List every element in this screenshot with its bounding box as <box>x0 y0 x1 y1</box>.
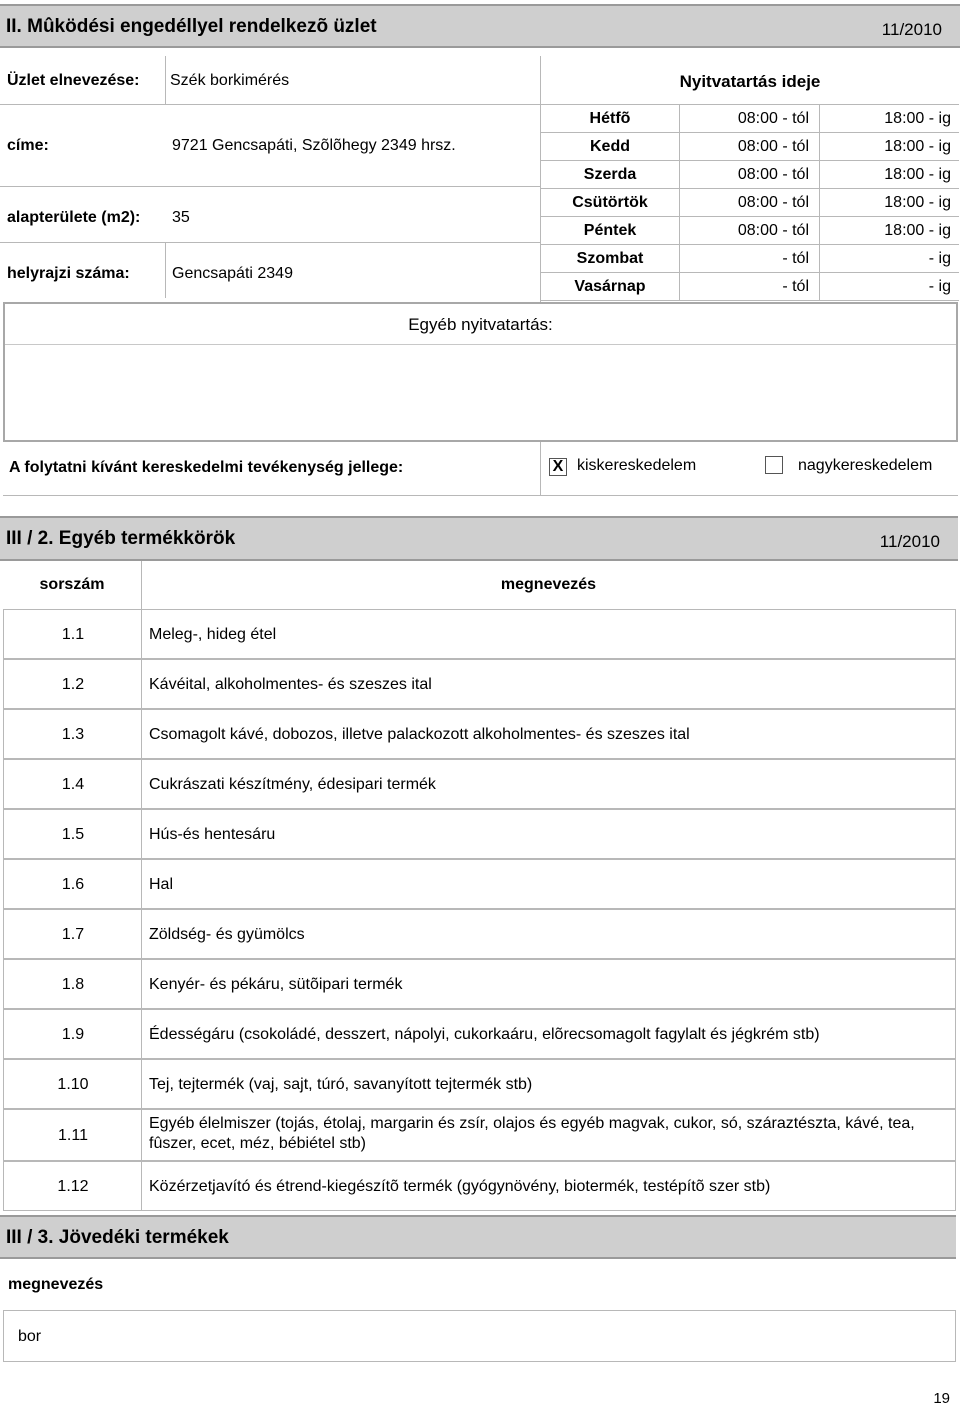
row-name: Kenyér- és pékáru, sütõipari termék <box>149 976 403 993</box>
day-from: 08:00 - tól <box>737 194 809 211</box>
shop-name-label: Üzlet elnevezése: <box>7 72 140 89</box>
day-label: Szombat <box>576 250 644 267</box>
section-header <box>0 516 958 561</box>
row-name: Kávéital, alkoholmentes- és szeszes ital <box>149 676 432 693</box>
section-title: III / 2. Egyéb termékkörök <box>6 528 236 549</box>
excise-item: bor <box>18 1328 42 1345</box>
table-row <box>3 1109 956 1161</box>
shop-name-value: Szék borkimérés <box>170 72 290 89</box>
day-to: 18:00 - ig <box>884 194 951 211</box>
day-to: 18:00 - ig <box>884 138 951 155</box>
section-title: II. Mûködési engedéllyel rendelkezõ üzlet <box>6 16 377 37</box>
table-row <box>3 709 956 759</box>
excise-row <box>3 1310 956 1362</box>
address-label: címe: <box>7 137 49 154</box>
day-from: 08:00 - tól <box>737 166 809 183</box>
area-label: alapterülete (m2): <box>7 209 141 226</box>
day-from: - tól <box>782 278 809 295</box>
table-row <box>3 809 956 859</box>
row-number: 1.11 <box>58 1127 88 1144</box>
wholesale-checkbox[interactable] <box>765 456 783 474</box>
row-name: Csomagolt kávé, dobozos, illetve palackozott alkoholmentes- és szeszes ital <box>149 726 690 743</box>
table-row <box>3 659 956 709</box>
section-header <box>0 1215 956 1259</box>
table-row <box>3 1161 956 1211</box>
day-from: 08:00 - tól <box>737 110 809 127</box>
day-label: Vasárnap <box>574 278 646 295</box>
other-opening-box[interactable] <box>3 302 958 442</box>
opening-hours <box>540 56 958 302</box>
row-number: 1.6 <box>61 876 85 893</box>
area-value: 35 <box>172 209 190 226</box>
retail-checkbox[interactable]: X <box>549 458 567 476</box>
opening-title: Nyitvatartás ideje <box>679 72 821 91</box>
row-number: 1.9 <box>61 1026 85 1043</box>
table-row <box>3 959 956 1009</box>
section-code: 11/2010 <box>879 532 940 551</box>
wholesale-label: nagykereskedelem <box>798 457 933 474</box>
row-name: Cukrászati készítmény, édesipari termék <box>149 776 436 793</box>
day-from: 08:00 - tól <box>737 138 809 155</box>
table-row <box>3 1059 956 1109</box>
table-row <box>3 909 956 959</box>
table-header <box>3 561 956 609</box>
row-number: 1.3 <box>61 726 85 743</box>
activity-row <box>3 442 958 496</box>
excise-col-header: megnevezés <box>8 1276 104 1293</box>
row-number: 1.8 <box>61 976 85 993</box>
table-row <box>3 759 956 809</box>
day-from: - tól <box>782 250 809 267</box>
row-name: Egyéb élelmiszer (tojás, étolaj, margarin és zsír, olajos és egyéb magvak, cukor, só, száraztészta, kávé, tea, fûszer, ecet, méz, bébiétel stb) <box>149 1115 915 1152</box>
day-to: - ig <box>928 250 951 267</box>
row-name: Édességáru (csokoládé, desszert, nápolyi, cukorkaáru, elõrecsomagolt fagylalt és jégkrém stb) <box>149 1026 820 1043</box>
row-name: Hús-és hentesáru <box>149 826 276 843</box>
row-number: 1.4 <box>61 776 85 793</box>
row-number: 1.1 <box>61 626 85 643</box>
plot-value: Gencsapáti 2349 <box>172 265 293 282</box>
address-value: 9721 Gencsapáti, Szõlõhegy 2349 hrsz. <box>172 137 456 154</box>
row-name: Zöldség- és gyümölcs <box>149 926 305 943</box>
row-number: 1.12 <box>57 1178 89 1195</box>
day-label: Péntek <box>583 222 637 239</box>
day-from: 08:00 - tól <box>737 222 809 239</box>
activity-label: A folytatni kívánt kereskedelmi tevékenység jellege: <box>9 459 404 476</box>
section-title: III / 3. Jövedéki termékek <box>6 1227 229 1248</box>
row-number: 1.2 <box>61 676 85 693</box>
row-name: Meleg-, hideg étel <box>149 626 277 643</box>
day-label: Hétfõ <box>589 110 631 127</box>
col-name-header: megnevezés <box>500 576 597 593</box>
day-to: 18:00 - ig <box>884 166 951 183</box>
day-label: Csütörtök <box>572 194 648 211</box>
row-number: 1.5 <box>61 826 85 843</box>
table-row <box>3 859 956 909</box>
page-number: 19 <box>933 1390 950 1407</box>
table-row <box>3 1009 956 1059</box>
section-header <box>0 4 960 48</box>
plot-label: helyrajzi száma: <box>7 265 130 282</box>
other-opening-label: Egyéb nyitvatartás: <box>408 315 553 334</box>
shop-info <box>0 56 540 302</box>
row-name: Közérzetjavító és étrend-kiegészítõ termék (gyógynövény, biotermék, testépítõ szer stb) <box>149 1178 771 1195</box>
day-to: - ig <box>928 278 951 295</box>
retail-label: kiskereskedelem <box>577 457 697 474</box>
row-name: Tej, tejtermék (vaj, sajt, túró, savanyított tejtermék stb) <box>149 1076 533 1093</box>
row-number: 1.7 <box>61 926 85 943</box>
table-row <box>3 609 956 659</box>
day-to: 18:00 - ig <box>884 110 951 127</box>
day-label: Kedd <box>590 138 630 155</box>
day-label: Szerda <box>583 166 637 183</box>
col-number-header: sorszám <box>39 576 105 593</box>
section-code: 11/2010 <box>881 20 942 39</box>
row-number: 1.10 <box>57 1076 89 1093</box>
row-name: Hal <box>149 876 174 893</box>
day-to: 18:00 - ig <box>884 222 951 239</box>
